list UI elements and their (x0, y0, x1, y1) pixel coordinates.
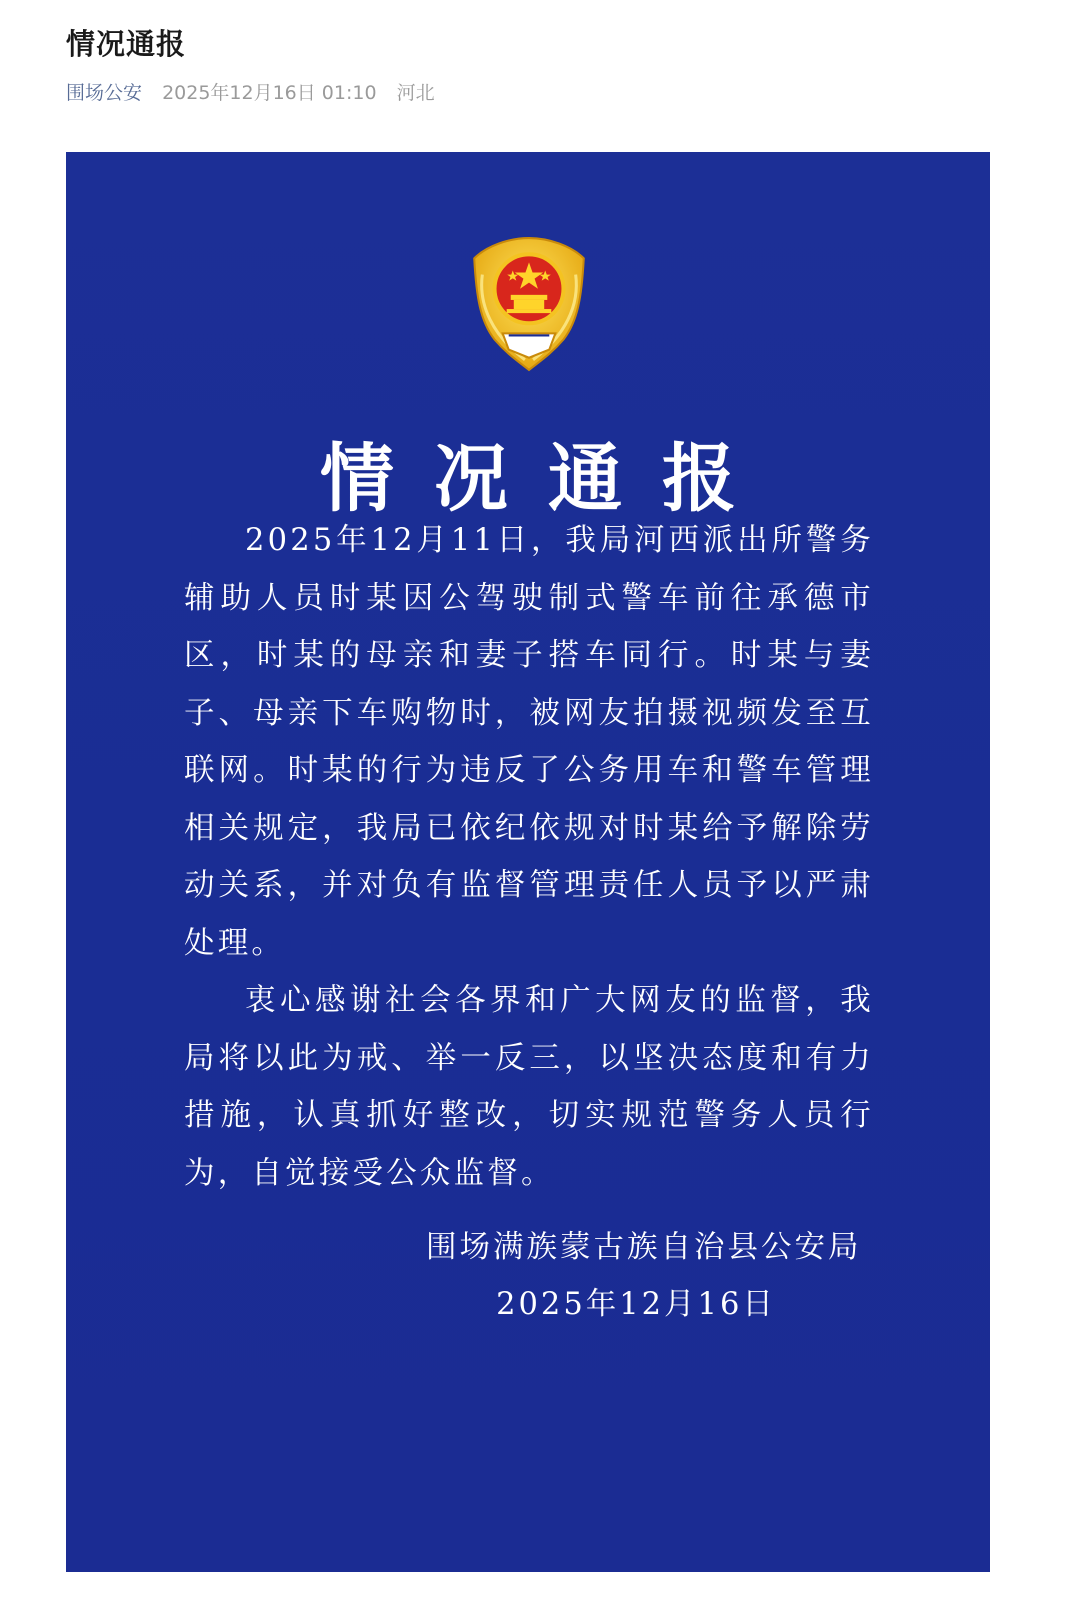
notice-paragraph: 衷心感谢社会各界和广大网友的监督，我局将以此为戒、举一反三，以坚决态度和有力措施，认真抓好整改，切实规范警务人员行为，自觉接受公众监督。 (184, 983, 874, 1191)
article-title: 情况通报 (66, 27, 187, 61)
notice-signature (426, 1219, 862, 1333)
author-link[interactable]: 围场公安 (66, 82, 143, 104)
notice-body (184, 512, 874, 1202)
notice-heading: 情况通报 (320, 436, 776, 522)
article-meta (66, 80, 449, 106)
notice-image[interactable] (66, 152, 990, 1572)
issuer-name: 围场满族蒙古族自治县公安局 (426, 1230, 862, 1265)
police-badge-icon (458, 234, 600, 376)
publish-location: 河北 (396, 82, 435, 104)
notice-paragraph: 2025年12月11日，我局河西派出所警务辅助人员时某因公驾驶制式警车前往承德市区，时某的母亲和妻子搭车同行。时某与妻子、母亲下车购物时，被网友拍摄视频发至互联网。时某的行为违反了公务用车和警车管理相关规定，我局已依纪依规对时某给予解除劳动关系，并对负有监督管理责任人员予以严肃处理。 (184, 523, 874, 961)
publish-datetime: 2025年12月16日 01:10 (162, 82, 377, 104)
issue-date: 2025年12月16日 (496, 1287, 776, 1322)
